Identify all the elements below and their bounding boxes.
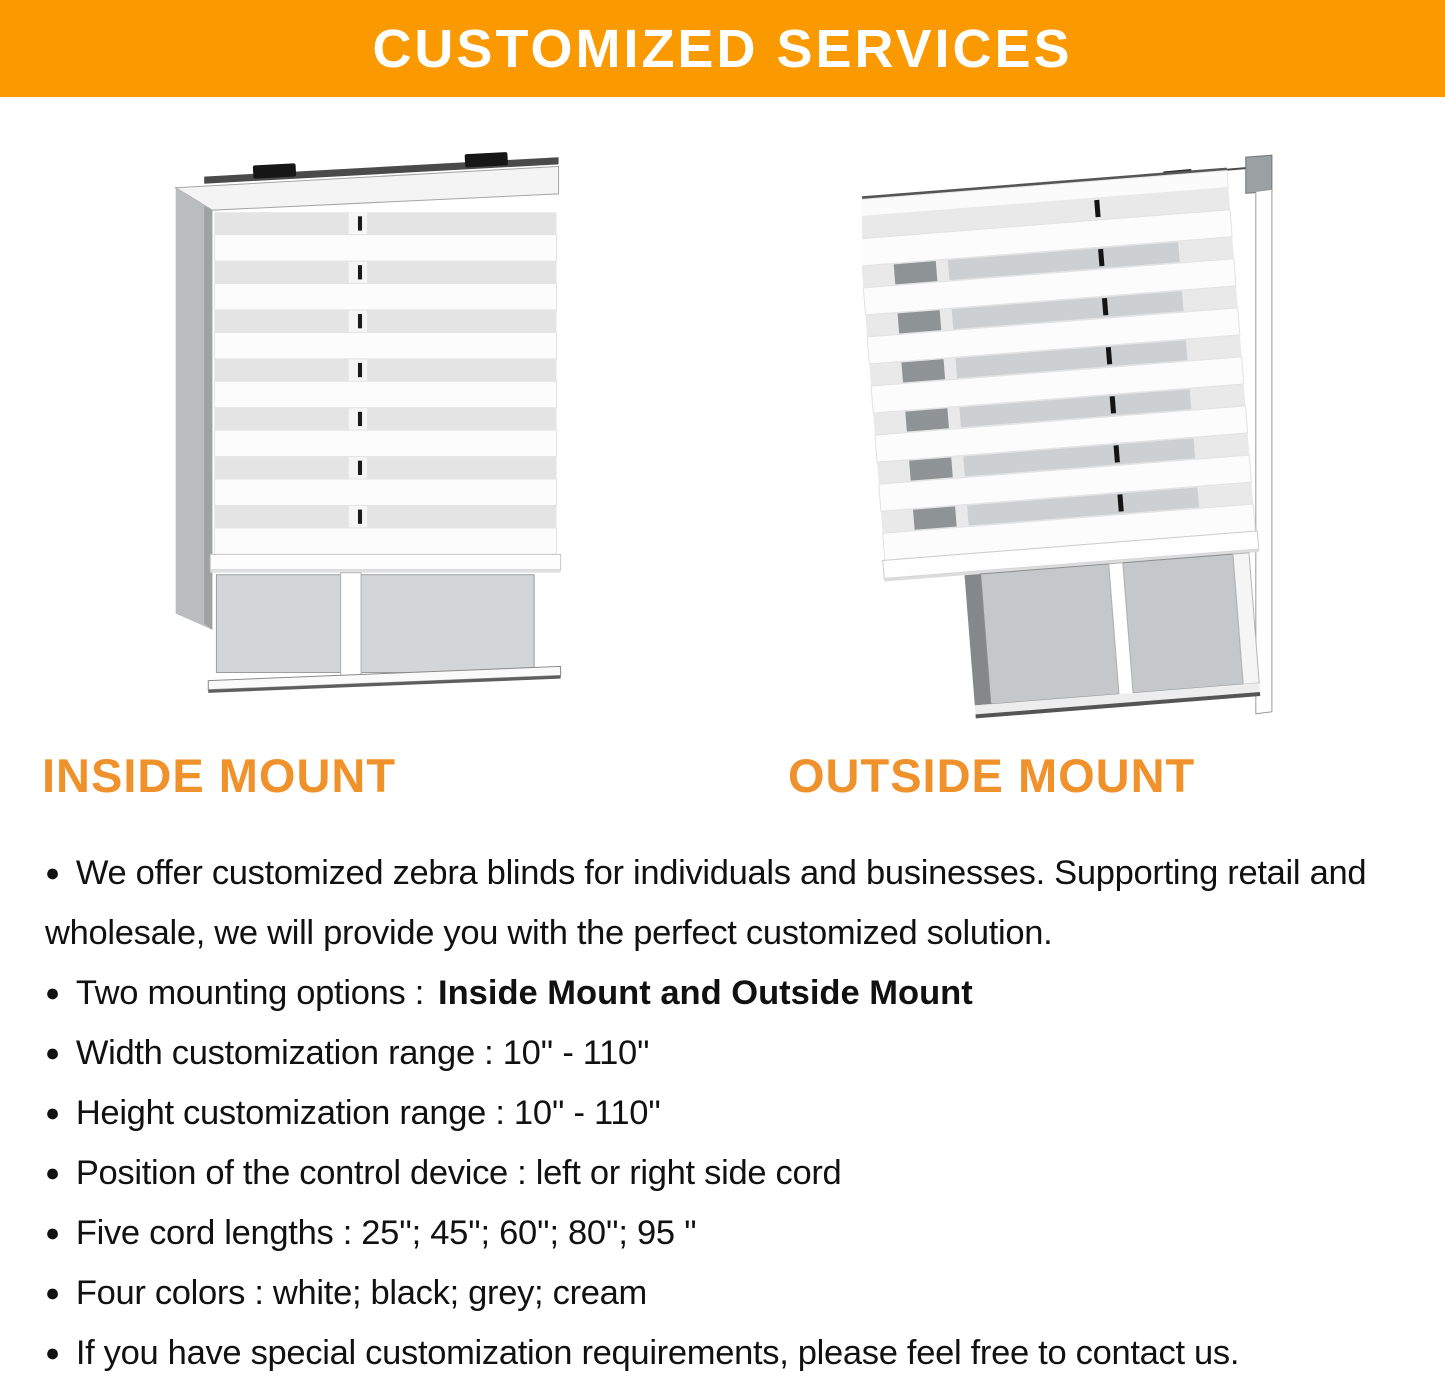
feature-colors-text: Four colors : white; black; grey; cream	[75, 1274, 647, 1312]
outside-mount-figure	[862, 140, 1294, 745]
window-panes	[965, 553, 1261, 719]
bullet-icon: ●	[45, 1219, 60, 1247]
bullet-icon: ●	[45, 1279, 60, 1307]
blind-bottom-rail	[210, 554, 560, 569]
inside-mount-figure	[150, 145, 570, 700]
feature-height-range	[45, 1083, 1407, 1143]
window-panes	[208, 573, 560, 693]
feature-width-range-text: Width customization range : 10'' - 110''	[75, 1034, 650, 1072]
bullet-icon: ●	[45, 1159, 60, 1187]
feature-contact-text: If you have special customization requirements, please feel free to contact us.	[75, 1334, 1240, 1372]
feature-contact	[45, 1323, 1407, 1383]
bullet-icon: ●	[45, 1039, 60, 1067]
feature-colors	[45, 1263, 1407, 1323]
bullet-icon: ●	[45, 859, 60, 887]
feature-cord-lengths	[45, 1203, 1407, 1263]
feature-control-device-text: Position of the control device : left or right side cord	[75, 1154, 842, 1192]
feature-mounting-prefix: Two mounting options :	[75, 974, 425, 1012]
inside-mount-label: INSIDE MOUNT	[42, 749, 397, 802]
zebra-blind-inside-mount-illustration	[150, 145, 570, 700]
bullet-icon: ●	[45, 979, 60, 1007]
feature-mounting-emphasis: Inside Mount and Outside Mount	[438, 974, 973, 1012]
bullet-icon: ●	[45, 1339, 60, 1367]
zebra-blind-fabric	[210, 212, 560, 572]
banner	[0, 0, 1445, 97]
zebra-blind-outside-mount-illustration	[862, 140, 1294, 745]
feature-cord-lengths-text: Five cord lengths : 25''; 45''; 60''; 80''; 95 ''	[75, 1214, 697, 1252]
feature-width-range	[45, 1023, 1407, 1083]
feature-mounting-options	[45, 963, 1407, 1023]
zebra-blind-outside	[862, 167, 1270, 724]
feature-control-device	[45, 1143, 1407, 1203]
feature-intro	[45, 843, 1407, 963]
bullet-icon: ●	[45, 1099, 60, 1127]
mount-bracket	[1246, 155, 1272, 193]
feature-intro-text: We offer customized zebra blinds for individuals and businesses. Supporting retail and wholesale, we will provide you with the perfect customized solution.	[45, 854, 1367, 952]
feature-height-range-text: Height customization range : 10'' - 110''	[75, 1094, 661, 1132]
banner-title: CUSTOMIZED SERVICES	[372, 18, 1073, 79]
feature-list	[45, 843, 1407, 1383]
outside-mount-label: OUTSIDE MOUNT	[788, 749, 1196, 802]
